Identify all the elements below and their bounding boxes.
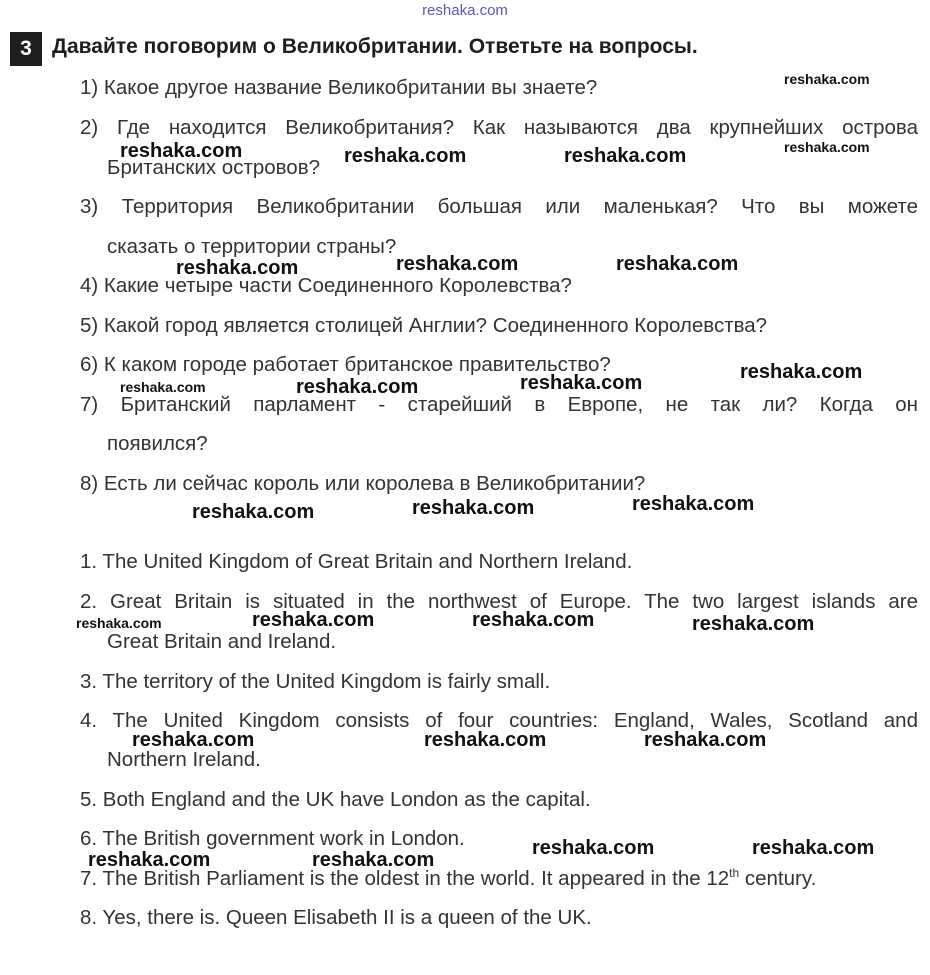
watermark: reshaka.com	[692, 613, 815, 635]
watermark: reshaka.com	[740, 361, 863, 383]
answer-3: 3. The territory of the United Kingdom is fairly small.	[80, 670, 551, 693]
answer-2-line-1: 2. Great Britain is situated in the northwest of Europe. The two largest islands are	[80, 590, 918, 613]
watermark: reshaka.com	[564, 145, 687, 167]
watermark: reshaka.com	[252, 609, 375, 631]
watermark: reshaka.com	[76, 615, 162, 631]
question-5: 5) Какой город является столицей Англии? Соединенного Королевства?	[80, 314, 768, 337]
watermark: reshaka.com	[784, 139, 870, 155]
question-2-line-2: Британских островов?	[107, 156, 320, 179]
watermark: reshaka.com	[88, 849, 211, 871]
watermark: reshaka.com	[344, 145, 467, 167]
top-watermark: reshaka.com	[422, 2, 508, 19]
question-6: 6) К каком городе работает британское правительство?	[80, 353, 611, 376]
answer-7-text: 7. The British Parliament is the oldest in the world. It appeared in the 12	[80, 867, 730, 890]
watermark: reshaka.com	[396, 253, 519, 275]
question-2-line-1: 2) Где находится Великобритания? Как называются два крупнейших острова	[80, 116, 918, 139]
answer-6: 6. The British government work in London.	[80, 827, 465, 850]
exercise-title: Давайте поговорим о Великобритании. Ответьте на вопросы.	[52, 35, 698, 58]
answer-5: 5. Both England and the UK have London as the capital.	[80, 788, 591, 811]
watermark: reshaka.com	[532, 837, 655, 859]
watermark: reshaka.com	[120, 379, 206, 395]
answer-7-superscript: th	[729, 866, 740, 881]
watermark: reshaka.com	[132, 729, 255, 751]
exercise-number: 3	[10, 32, 42, 66]
question-7-line-2: появился?	[107, 432, 208, 455]
question-7-line-1: 7) Британский парламент - старейший в Европе, не так ли? Когда он	[80, 393, 918, 416]
answer-7-tail: century.	[739, 867, 817, 890]
watermark: reshaka.com	[752, 837, 875, 859]
question-3-line-2: сказать о территории страны?	[107, 235, 397, 258]
answer-8: 8. Yes, there is. Queen Elisabeth II is a queen of the UK.	[80, 906, 592, 929]
watermark: reshaka.com	[424, 729, 547, 751]
watermark: reshaka.com	[312, 849, 435, 871]
watermark: reshaka.com	[120, 140, 243, 162]
watermark: reshaka.com	[176, 257, 299, 279]
watermark: reshaka.com	[616, 253, 739, 275]
answer-4-line-2: Northern Ireland.	[107, 748, 261, 771]
watermark: reshaka.com	[520, 372, 643, 394]
question-8: 8) Есть ли сейчас король или королева в Великобритании?	[80, 472, 646, 495]
watermark: reshaka.com	[472, 609, 595, 631]
watermark: reshaka.com	[296, 376, 419, 398]
watermark: reshaka.com	[192, 501, 315, 523]
question-1: 1) Какое другое название Великобритании вы знаете?	[80, 76, 598, 99]
answer-4-line-1: 4. The United Kingdom consists of four countries: England, Wales, Scotland and	[80, 709, 918, 732]
watermark: reshaka.com	[644, 729, 767, 751]
question-3-line-1: 3) Территория Великобритании большая или маленькая? Что вы можете	[80, 195, 918, 218]
watermark: reshaka.com	[632, 493, 755, 515]
question-4: 4) Какие четыре части Соединенного Королевства?	[80, 274, 572, 297]
watermark: reshaka.com	[412, 497, 535, 519]
answer-1: 1. The United Kingdom of Great Britain and Northern Ireland.	[80, 550, 633, 573]
answer-2-line-2: Great Britain and Ireland.	[107, 630, 337, 653]
watermark: reshaka.com	[784, 71, 870, 87]
